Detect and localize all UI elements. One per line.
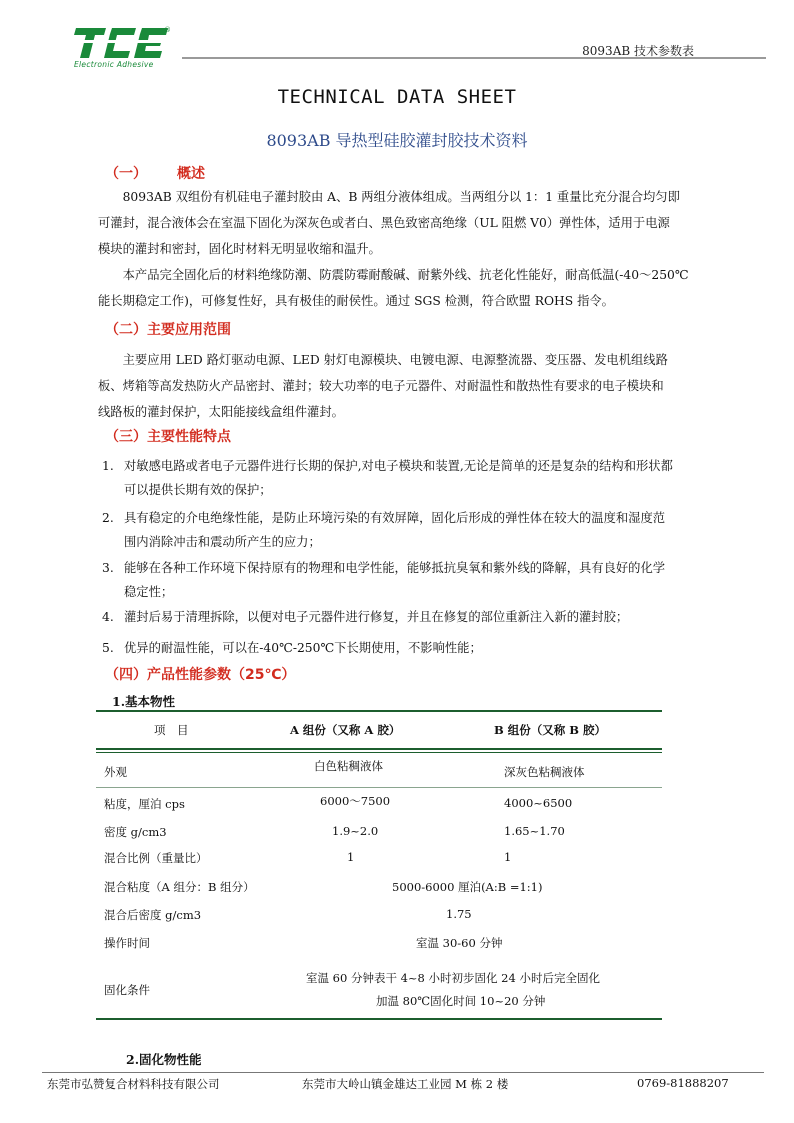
- feature-item-line1: 能够在各种工作环境下保持原有的物理和电学性能，能够抵抗臭氧和紫外线的降解，具有良好的化学: [124, 561, 666, 575]
- section2-line2: 板、烤箱等高发热防火产品密封、灌封；较大功率的电子元器件、对耐温性和散热性有要求的电子模块和: [98, 379, 664, 393]
- feature-item-line1: 对敏感电路或者电子元器件进行长期的保护,对电子模块和装置,无论是简单的还是复杂的结构和形状都: [124, 459, 673, 473]
- doc-title: TECHNICAL DATA SHEET: [277, 86, 517, 108]
- feature-item-2: [102, 506, 742, 554]
- table-row-label: 操作时间: [104, 936, 150, 950]
- footer-rule: [42, 1072, 764, 1073]
- table-row-label: 混合后密度 g/cm3: [104, 908, 202, 922]
- footer-address: 东莞市大岭山镇金雄达工业园 M 栋 2 楼: [302, 1077, 509, 1091]
- table-row-label: 粘度，厘泊 cps: [104, 797, 185, 811]
- table-bottom-rule: [96, 1018, 662, 1020]
- feature-item-num: 4.: [102, 610, 114, 624]
- table-cell-merged: 5000-6000 厘泊(A:B =1:1): [392, 880, 543, 894]
- table-row-divider: [96, 787, 662, 788]
- basic-properties-heading: 1.基本物性: [112, 694, 176, 709]
- feature-item-5: [102, 636, 742, 660]
- section1-heading: [105, 163, 205, 183]
- section1-p2-line2: 能长期稳定工作)，可修复性好，具有极佳的耐侯性。通过 SGS 检测，符合欧盟 ROHS 指令。: [98, 294, 614, 308]
- feature-item-3: [102, 556, 742, 604]
- table-row-label: 密度 g/cm3: [104, 825, 167, 839]
- section2-body: [98, 347, 738, 425]
- feature-item-num: 1.: [102, 459, 114, 473]
- table-cell-merged-line2: 加温 80℃固化时间 10~20 分钟: [376, 994, 546, 1008]
- feature-item-line1: 优异的耐温性能，可以在-40℃-250℃下长期使用，不影响性能；: [124, 641, 482, 655]
- feature-item-4: [102, 605, 742, 629]
- section1-p1-line2: 可灌封，混合液体会在室温下固化为深灰色或者白、黑色致密高绝缘（UL 阻燃 V0）弹性体，适用于电源: [98, 216, 670, 230]
- cured-properties-heading: 2.固化物性能: [126, 1052, 202, 1067]
- table-cell-b: 1.65~1.70: [504, 824, 565, 838]
- properties-table: [96, 708, 662, 1020]
- section1-body: [98, 184, 738, 314]
- table-cell-merged-line1: 室温 60 分钟表干 4~8 小时初步固化 24 小时后完全固化: [306, 971, 600, 985]
- section2-line3: 线路板的灌封保护，太阳能接线盒组件灌封。: [98, 405, 344, 419]
- feature-item-line2: 稳定性；: [124, 585, 174, 599]
- section1-heading-text: 概述: [177, 166, 205, 182]
- feature-item-line1: 具有稳定的介电绝缘性能，是防止环境污染的有效屏障，固化后形成的弹性体在较大的温度和湿度范: [124, 511, 666, 525]
- section3-heading: （三）主要性能特点: [105, 429, 231, 445]
- table-cell-a: 1: [347, 850, 355, 864]
- feature-item-num: 2.: [102, 511, 114, 525]
- feature-item-line1: 灌封后易于清理拆除，以便对电子元器件进行修复，并且在修复的部位重新注入新的灌封胶；: [124, 610, 629, 624]
- table-row-label: 混合比例（重量比）: [104, 851, 208, 865]
- table-header-item: 项 目: [154, 723, 189, 737]
- section4-heading: （四）产品性能参数（25℃）: [105, 667, 296, 683]
- section1-p2-line1: 本产品完全固化后的材料绝缘防潮、防震防霉耐酸碱、耐紫外线、抗老化性能好，耐高低温(-40～250℃: [122, 268, 689, 282]
- feature-item-line2: 围内消除冲击和震动所产生的应力；: [124, 535, 321, 549]
- feature-item-1: [102, 454, 742, 502]
- logo-subtitle: Electronic Adhesive: [74, 60, 154, 69]
- footer-phone: 0769-81888207: [637, 1076, 729, 1090]
- tce-logo: [70, 26, 182, 72]
- table-header-b: B 组份（又称 B 胶）: [494, 723, 606, 737]
- section2-heading: （二）主要应用范围: [105, 322, 231, 338]
- feature-item-num: 5.: [102, 641, 114, 655]
- section2-line1: 主要应用 LED 路灯驱动电源、LED 射灯电源模块、电镀电源、电源整流器、变压器、发电机组线路: [122, 353, 668, 367]
- header-doc-label: 8093AB 技术参数表: [582, 44, 694, 58]
- section1-p1-line1: 8093AB 双组份有机硅电子灌封胶由 A、B 两组分液体组成。当两组分以 1：1 重量比充分混合均匀即: [122, 190, 680, 204]
- feature-item-num: 3.: [102, 561, 114, 575]
- section1-heading-num: （一）: [105, 166, 147, 182]
- table-row-label: 外观: [104, 765, 127, 779]
- table-cell-a: 6000～7500: [320, 794, 391, 808]
- table-top-rule: [96, 710, 662, 712]
- table-cell-b: 4000~6500: [504, 796, 573, 810]
- table-header-rule-2: [96, 752, 662, 753]
- doc-subtitle: 8093AB 导热型硅胶灌封胶技术资料: [266, 131, 528, 150]
- table-cell-merged: 室温 30-60 分钟: [416, 936, 503, 950]
- table-header-a: A 组份（又称 A 胶）: [290, 723, 401, 737]
- table-header-rule: [96, 748, 662, 750]
- table-cell-b: 深灰色粘稠液体: [504, 765, 585, 779]
- table-cell-a: 白色粘稠液体: [314, 759, 383, 773]
- table-cell-a: 1.9~2.0: [332, 824, 379, 838]
- table-cell-b: 1: [504, 850, 512, 864]
- footer-company: 东莞市弘赞复合材料科技有限公司: [47, 1077, 220, 1091]
- tce-logo-mark: [70, 26, 170, 60]
- table-cell-merged: 1.75: [446, 907, 472, 921]
- table-row-label: 混合粘度（A 组分：B 组分）: [104, 880, 255, 894]
- feature-item-line2: 可以提供长期有效的保护；: [124, 483, 272, 497]
- section1-p1-line3: 模块的灌封和密封，固化时材料无明显收缩和温升。: [98, 242, 381, 256]
- table-row-label: 固化条件: [104, 983, 150, 997]
- registered-mark: ®: [164, 26, 171, 34]
